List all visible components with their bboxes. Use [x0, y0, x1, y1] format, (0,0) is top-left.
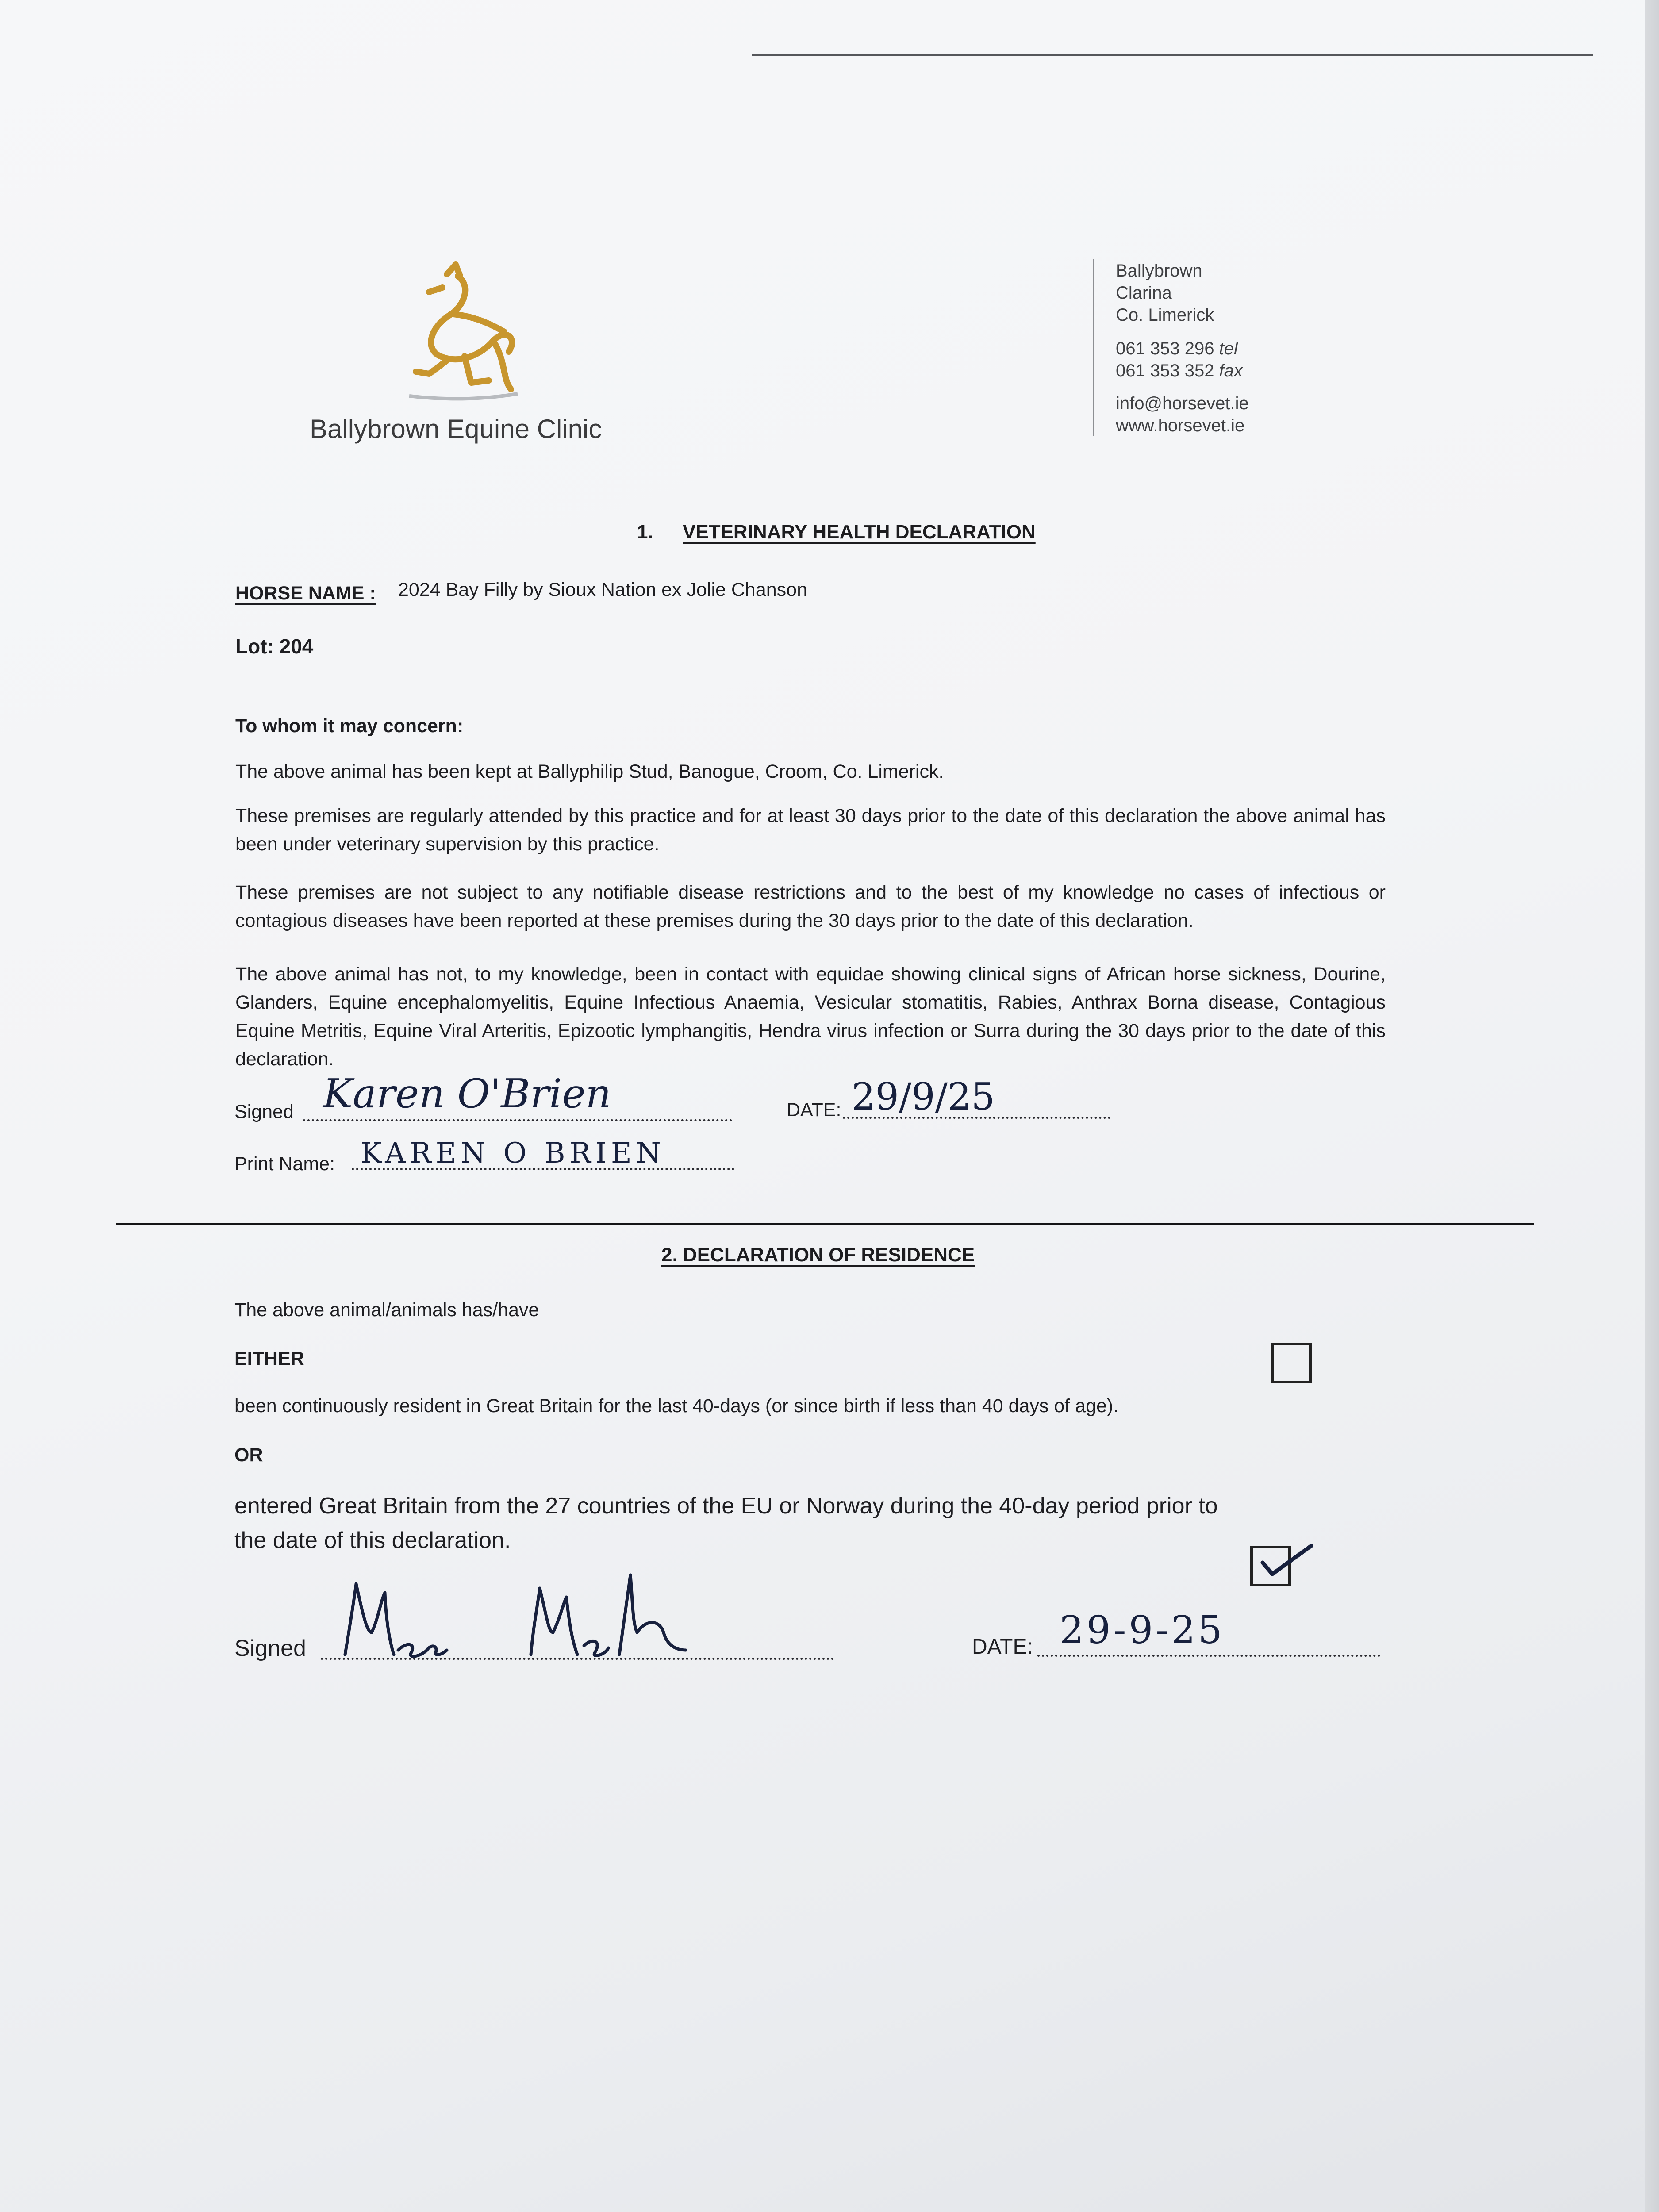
horse-name-value: 2024 Bay Filly by Sioux Nation ex Jolie Chanson	[398, 579, 808, 600]
lot-number: Lot: 204	[235, 635, 314, 658]
paragraph-kept-at: The above animal has been kept at Ballyphilip Stud, Banogue, Croom, Co. Limerick.	[235, 761, 944, 782]
address-divider	[1093, 259, 1094, 436]
horse-logo-icon	[398, 261, 531, 407]
phone-label: tel	[1219, 339, 1238, 358]
option1-checkbox[interactable]	[1271, 1343, 1312, 1383]
paragraph-supervision: These premises are regularly attended by this practice and for at least 30 days prior to the date of this declaration the above animal has been under veterinary supervision by this practice.	[235, 805, 1386, 855]
vet-signature: Karen O'Brien	[323, 1071, 611, 1117]
date-value-1: 29/9/25	[852, 1075, 995, 1118]
email-link[interactable]: info@horsevet.ie	[1116, 394, 1249, 413]
either-label: EITHER	[234, 1348, 304, 1369]
fax-line	[1116, 361, 1243, 381]
horse-name-label: HORSE NAME :	[235, 583, 376, 604]
print-name-label: Print Name:	[234, 1153, 335, 1175]
phone-line	[1116, 339, 1238, 359]
option1-text: been continuously resident in Great Britain for the last 40-days (or since birth if less than 40 days of age).	[234, 1395, 1119, 1417]
clinic-name: Ballybrown Equine Clinic	[310, 414, 602, 444]
option2-line-1: entered Great Britain from the 27 countries of the EU or Norway during the 40-day period prior to	[234, 1493, 1218, 1519]
date-line-2	[1037, 1655, 1380, 1657]
top-rule	[752, 54, 1593, 56]
owner-signature	[336, 1566, 734, 1668]
section2-title: 2. DECLARATION OF RESIDENCE	[661, 1244, 975, 1266]
page-edge	[1645, 0, 1659, 2212]
print-name-value: KAREN O BRIEN	[361, 1137, 665, 1170]
paragraph-restrictions: These premises are not subject to any notifiable disease restrictions and to the best of my knowledge no cases of infectious or contagious diseases have been reported at these premises during the 30 days prior to the date of this declaration.	[235, 882, 1386, 931]
salutation: To whom it may concern:	[235, 715, 464, 737]
section-divider	[116, 1223, 1534, 1225]
signed-label-1: Signed	[234, 1101, 294, 1122]
option2-checkbox[interactable]	[1250, 1546, 1291, 1586]
fax-label: fax	[1219, 361, 1243, 380]
option2-line-2: the date of this declaration.	[234, 1528, 511, 1553]
section1-number: 1.	[637, 521, 653, 543]
address-line-1: Ballybrown	[1116, 261, 1202, 280]
signature-line-1	[303, 1119, 732, 1121]
phone-number: 061 353 296	[1116, 339, 1214, 358]
website-link[interactable]: www.horsevet.ie	[1116, 416, 1245, 435]
section1-title: VETERINARY HEALTH DECLARATION	[683, 521, 1036, 543]
address-line-3: Co. Limerick	[1116, 305, 1214, 325]
date-label-1: DATE:	[787, 1099, 841, 1121]
signed-label-2: Signed	[234, 1636, 306, 1661]
or-label: OR	[234, 1444, 263, 1466]
date-label-2: DATE:	[972, 1635, 1033, 1659]
date-value-2: 29-9-25	[1060, 1608, 1225, 1652]
checkmark-icon	[1255, 1537, 1317, 1586]
residence-intro: The above animal/animals has/have	[234, 1299, 539, 1321]
paragraph-diseases: The above animal has not, to my knowledge, been in contact with equidae showing clinical signs of African horse sickness, Dourine, Glanders, Equine encephalomyelitis, Equine Infectious Anaemia, Vesicular stomatitis, Rabies, Anthrax Borna disease, Contagious Equine Metritis, Equine Viral Arteritis, Epizootic lymphangitis, Hendra virus infection or Surra during the 30 days prior to the date of this declaration.	[235, 964, 1386, 1070]
fax-number: 061 353 352	[1116, 361, 1214, 380]
address-line-2: Clarina	[1116, 283, 1172, 303]
